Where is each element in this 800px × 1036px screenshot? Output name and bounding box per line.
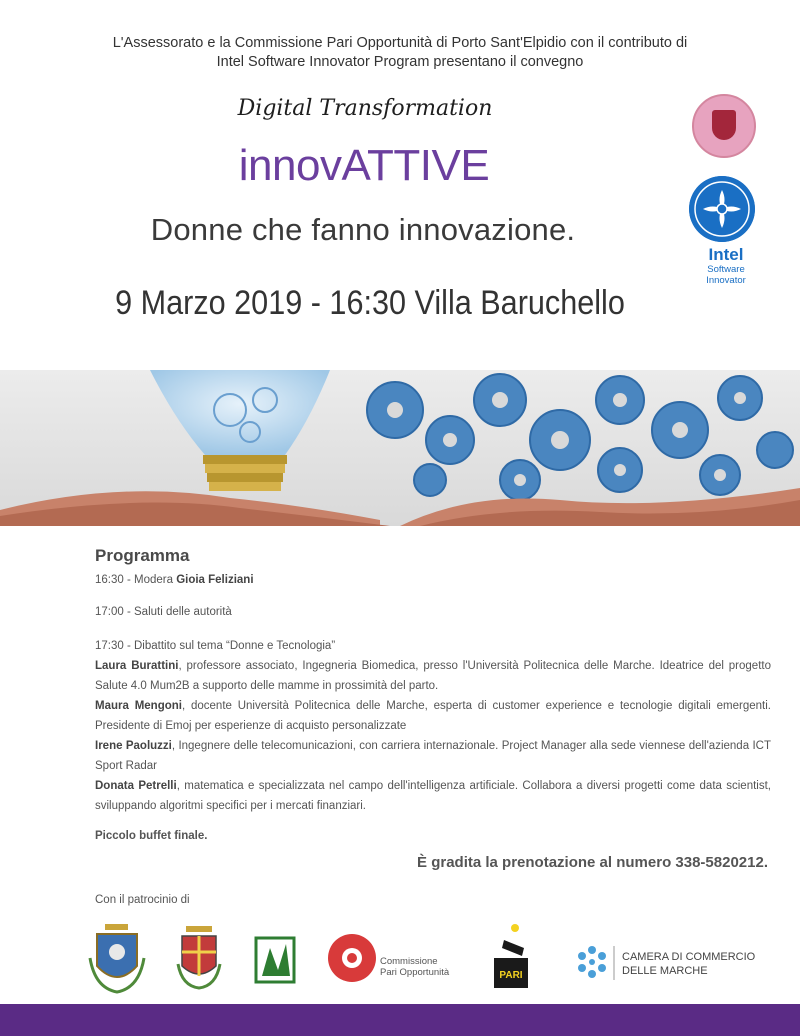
speaker-3-name: Irene Paoluzzi <box>95 740 172 752</box>
porto-sant-elpidio-crest-icon <box>90 924 144 992</box>
municipality-seal-logo <box>692 94 756 158</box>
pari-opportunita-logo-icon <box>494 924 528 988</box>
pari-word: PARI <box>499 970 523 981</box>
buffet-note: Piccolo buffet finale. <box>95 830 208 842</box>
hero-illustration <box>0 370 800 526</box>
sponsor-logos-strip <box>0 918 800 998</box>
footer-bar <box>0 1004 800 1036</box>
speaker-4-text: , matematica e specializzata nel campo dell'intelligenza artificiale. Collabora a diversi progetti come data scientist, sviluppando algoritmi specifici per i mercati finanziari. <box>95 780 771 812</box>
speaker-1-name: Laura Burattini <box>95 660 179 672</box>
speaker-4 <box>95 776 771 816</box>
camera-line2: DELLE MARCHE <box>622 965 708 977</box>
hero-image-bulb-gears <box>0 370 800 526</box>
speaker-1-text: , professore associato, Ingegneria Biomedica, presso l'Università Politecnica delle Marche. Ideatrice del progetto Salute 4.0 Mum2B a supporto delle mamme in prossimità del parto. <box>95 660 771 692</box>
program-item-1-name: Gioia Feliziani <box>176 574 254 586</box>
program-item-1-time: 16:30 - Modera <box>95 574 177 586</box>
speaker-4-name: Donata Petrelli <box>95 780 177 792</box>
intro-line-2: Intel Software Innovator Program presentano il convegno <box>216 54 584 70</box>
cpo-line1: Commissione <box>380 956 438 967</box>
regional-crest-icon <box>178 926 220 988</box>
intro-line-1: L'Assessorato e la Commissione Pari Opportunità di Porto Sant'Elpidio con il contributo di <box>112 35 688 51</box>
patrocinio-label: Con il patrocinio di <box>95 894 190 906</box>
date-venue: 9 Marzo 2019 - 16:30 Villa Baruchello <box>115 284 625 322</box>
sponsor-logos <box>0 918 800 998</box>
intel-sub-innovator: Innovator <box>706 275 746 286</box>
camera-line1: CAMERA DI COMMERCIO <box>622 951 756 963</box>
intel-logo-text <box>690 246 762 286</box>
speaker-2 <box>95 696 771 736</box>
booking-note: È gradita la prenotazione al numero 338-5820212. <box>417 854 768 871</box>
intel-brand: Intel <box>708 245 744 264</box>
speaker-2-text: , docente Università Politecnica delle Marche, esperta di customer experience e tecnologie digitali emergenti. Presidente di Emoj per esperienze di acquisto personalizzate <box>95 700 771 732</box>
tagline: Donne che fanno innovazione. <box>150 212 576 247</box>
program-item-1 <box>95 574 254 586</box>
commissione-pari-opportunita-logo-icon <box>328 934 376 982</box>
intro-text <box>0 34 800 72</box>
program-item-3: 17:30 - Dibattito sul tema “Donne e Tecnologia” <box>95 640 336 652</box>
subtitle-digital-transformation: Digital Transformation <box>237 96 493 121</box>
program-item-2: 17:00 - Saluti delle autorità <box>95 606 232 618</box>
camera-di-commercio-logo-icon <box>578 946 606 978</box>
marche-region-logo-icon <box>256 938 294 982</box>
speaker-3-text: , Ingegnere delle telecomunicazioni, con carriera internazionale. Project Manager alla sede viennese dell'azienda ICT Sport Radar <box>95 740 771 772</box>
programma-heading: Programma <box>95 546 190 565</box>
speaker-3 <box>95 736 771 776</box>
speaker-2-name: Maura Mengoni <box>95 700 182 712</box>
intel-innovator-badge-icon <box>689 176 755 242</box>
event-title: innovATTIVE <box>238 141 490 190</box>
cpo-line2: Pari Opportunità <box>380 967 450 978</box>
speaker-1 <box>95 656 771 696</box>
intel-sub-software: Software <box>707 264 745 275</box>
